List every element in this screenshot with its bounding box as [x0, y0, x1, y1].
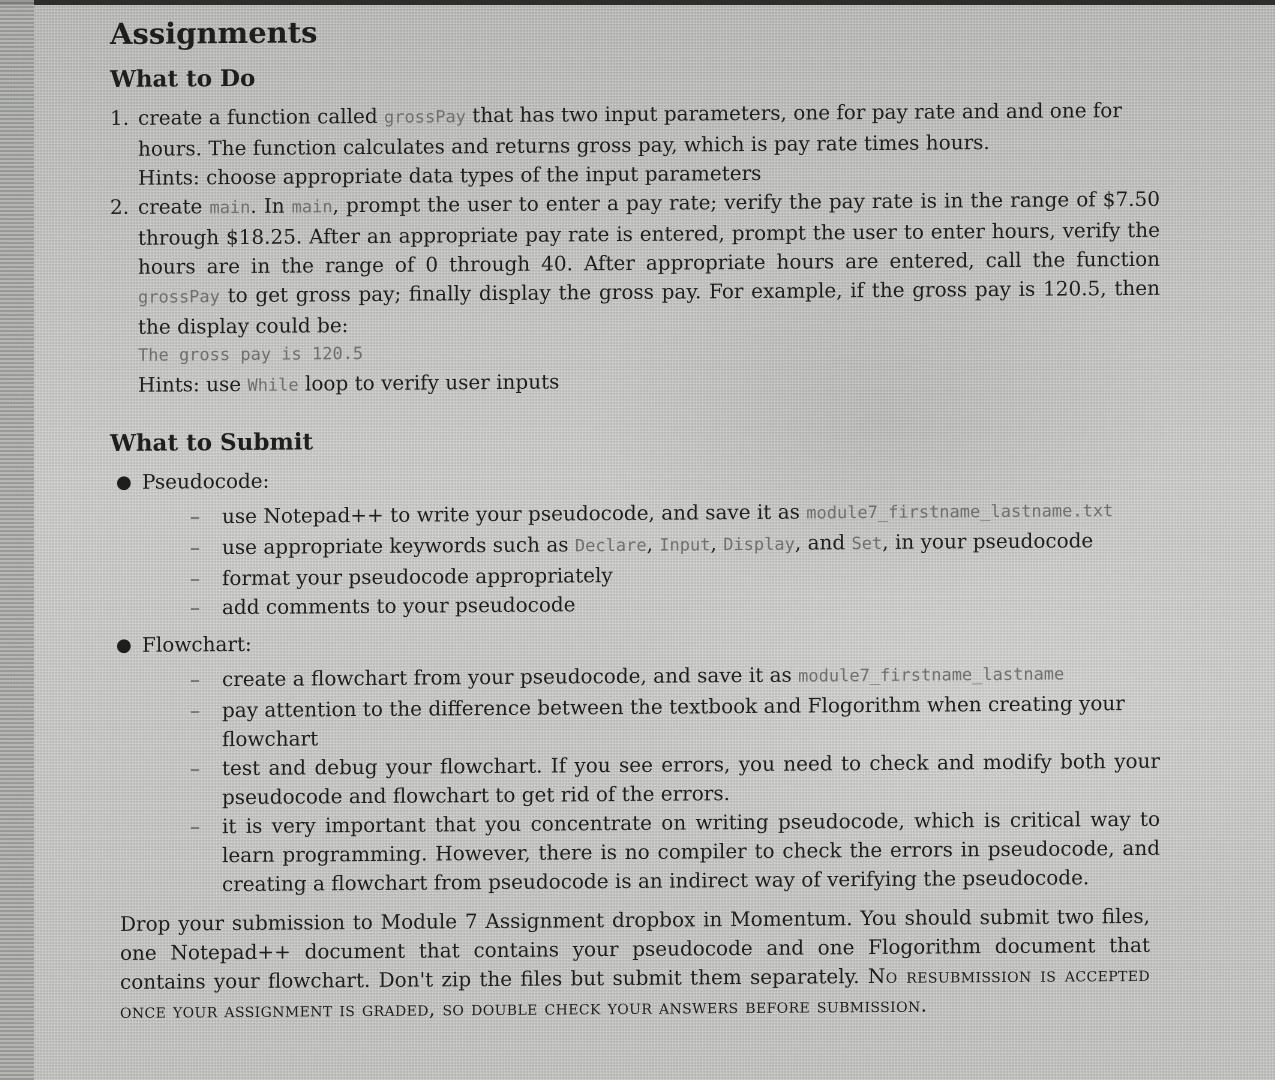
dash-icon: –	[190, 814, 200, 839]
list-item	[190, 805, 1160, 900]
code-grosspay: grossPay	[138, 287, 220, 308]
hint-text: Hints: use	[138, 371, 248, 397]
code-main: main	[291, 197, 333, 218]
task-1-hint: Hints: choose appropriate data types of the input parameters	[138, 160, 762, 190]
keyword-set: Set	[851, 533, 883, 555]
list-item	[190, 689, 1160, 755]
task-2-hint	[138, 363, 1160, 402]
drop-text: Drop your submission to Module 7 Assignment dropbox in Momentum. You should submit two files, one Notepad++ document that contains your pseudocode and one Flogorithm document that contains your flowchart. Don't zip the files but submit them separately.	[120, 903, 1150, 994]
dash-icon: –	[190, 698, 200, 723]
code-while: While	[247, 375, 299, 396]
task-text: . In	[250, 193, 292, 218]
what-to-submit-heading: What to Submit	[110, 428, 314, 457]
hint-text: loop to verify user inputs	[298, 369, 560, 396]
drop-instructions	[110, 902, 1150, 1026]
pseudocode-sublist	[190, 495, 1160, 623]
flowchart-item	[110, 623, 1160, 900]
page-title: Assignments	[110, 15, 318, 51]
item-text: add comments to your pseudocode	[222, 592, 576, 620]
dash-icon: –	[190, 566, 200, 591]
task-2-text	[138, 185, 1160, 342]
task-1	[110, 96, 1160, 193]
task-text: create a function called	[138, 103, 385, 130]
item-text: use appropriate keywords such as	[222, 532, 575, 560]
flowchart-label: Flowchart:	[142, 631, 252, 657]
submit-list	[110, 460, 1160, 900]
item-text: test and debug your flowchart. If you see errors, you need to check and modify both your pseudocode and flowchart to get rid of the errors.	[222, 748, 1160, 810]
task-list	[110, 96, 1160, 402]
task-text: to get gross pay; finally display the gross pay. For example, if the gross pay is 120.5, then the display could be:	[138, 275, 1160, 339]
what-to-do-heading: What to Do	[110, 64, 256, 93]
item-text: create a flowchart from your pseudocode, and save it as	[222, 662, 799, 692]
task-1-text	[138, 96, 1160, 164]
item-text: it is very important that you concentrate on writing pseudocode, which is critical way to learn programming. However, there is no compiler to check the errors in pseudocode, and creating a flowchart from pseudocode is an indirect way of verifying the pseudocode.	[222, 806, 1160, 897]
task-text: , prompt the user to enter a pay rate; verify the pay rate is in the range of $7.50 through $18.25. After an appropriate pay rate is entered, prompt the user to enter hours, verify the hours are in the range of 0 through 40. After appropriate hours are entered, call the function	[138, 186, 1160, 279]
keyword-input: Input	[659, 535, 711, 556]
task-text: create	[138, 194, 210, 219]
code-grosspay: grossPay	[384, 107, 466, 128]
task-text: that has two input parameters, one for pay rate and and one for hours. The function calculates and returns gross pay, which is pay rate times hours.	[138, 98, 1122, 161]
list-item	[190, 747, 1160, 813]
resubmission-warning: No resubmission is accepted once your assignment is graded, so double check your answers before submission.	[120, 961, 1150, 1023]
separator: , and	[794, 530, 852, 555]
screen-left-edge	[0, 0, 34, 1080]
monitor-bezel	[0, 0, 1275, 5]
item-text: format your pseudocode appropriately	[222, 563, 613, 591]
dash-icon: –	[190, 667, 200, 692]
keyword-declare: Declare	[574, 535, 647, 557]
dash-icon: –	[190, 595, 200, 620]
keyword-display: Display	[723, 534, 795, 556]
bullet-icon: ●	[116, 471, 132, 493]
flowchart-sublist	[190, 658, 1160, 900]
task-2	[110, 185, 1160, 402]
example-output: The gross pay is 120.5	[138, 344, 364, 366]
separator: ,	[646, 531, 660, 556]
dash-icon: –	[190, 756, 200, 781]
filename-flowchart: module7_firstname_lastname	[798, 664, 1065, 687]
bullet-icon: ●	[116, 634, 132, 656]
item-text: pay attention to the difference between the textbook and Flogorithm when creating your flowchart	[222, 691, 1125, 752]
task-number: 1.	[110, 105, 130, 130]
assignment-document	[110, 6, 1160, 1026]
pseudocode-item	[110, 460, 1160, 623]
dash-icon: –	[190, 535, 200, 560]
list-item	[190, 586, 1160, 623]
dash-icon: –	[190, 504, 200, 529]
code-main: main	[209, 197, 251, 219]
filename-txt: module7_firstname_lastname.txt	[806, 501, 1114, 524]
item-text: use Notepad++ to write your pseudocode, and save it as	[222, 499, 807, 529]
item-text: , in your pseudocode	[882, 528, 1094, 554]
pseudocode-label: Pseudocode:	[142, 468, 270, 494]
separator: ,	[710, 531, 724, 556]
task-number: 2.	[110, 194, 130, 219]
